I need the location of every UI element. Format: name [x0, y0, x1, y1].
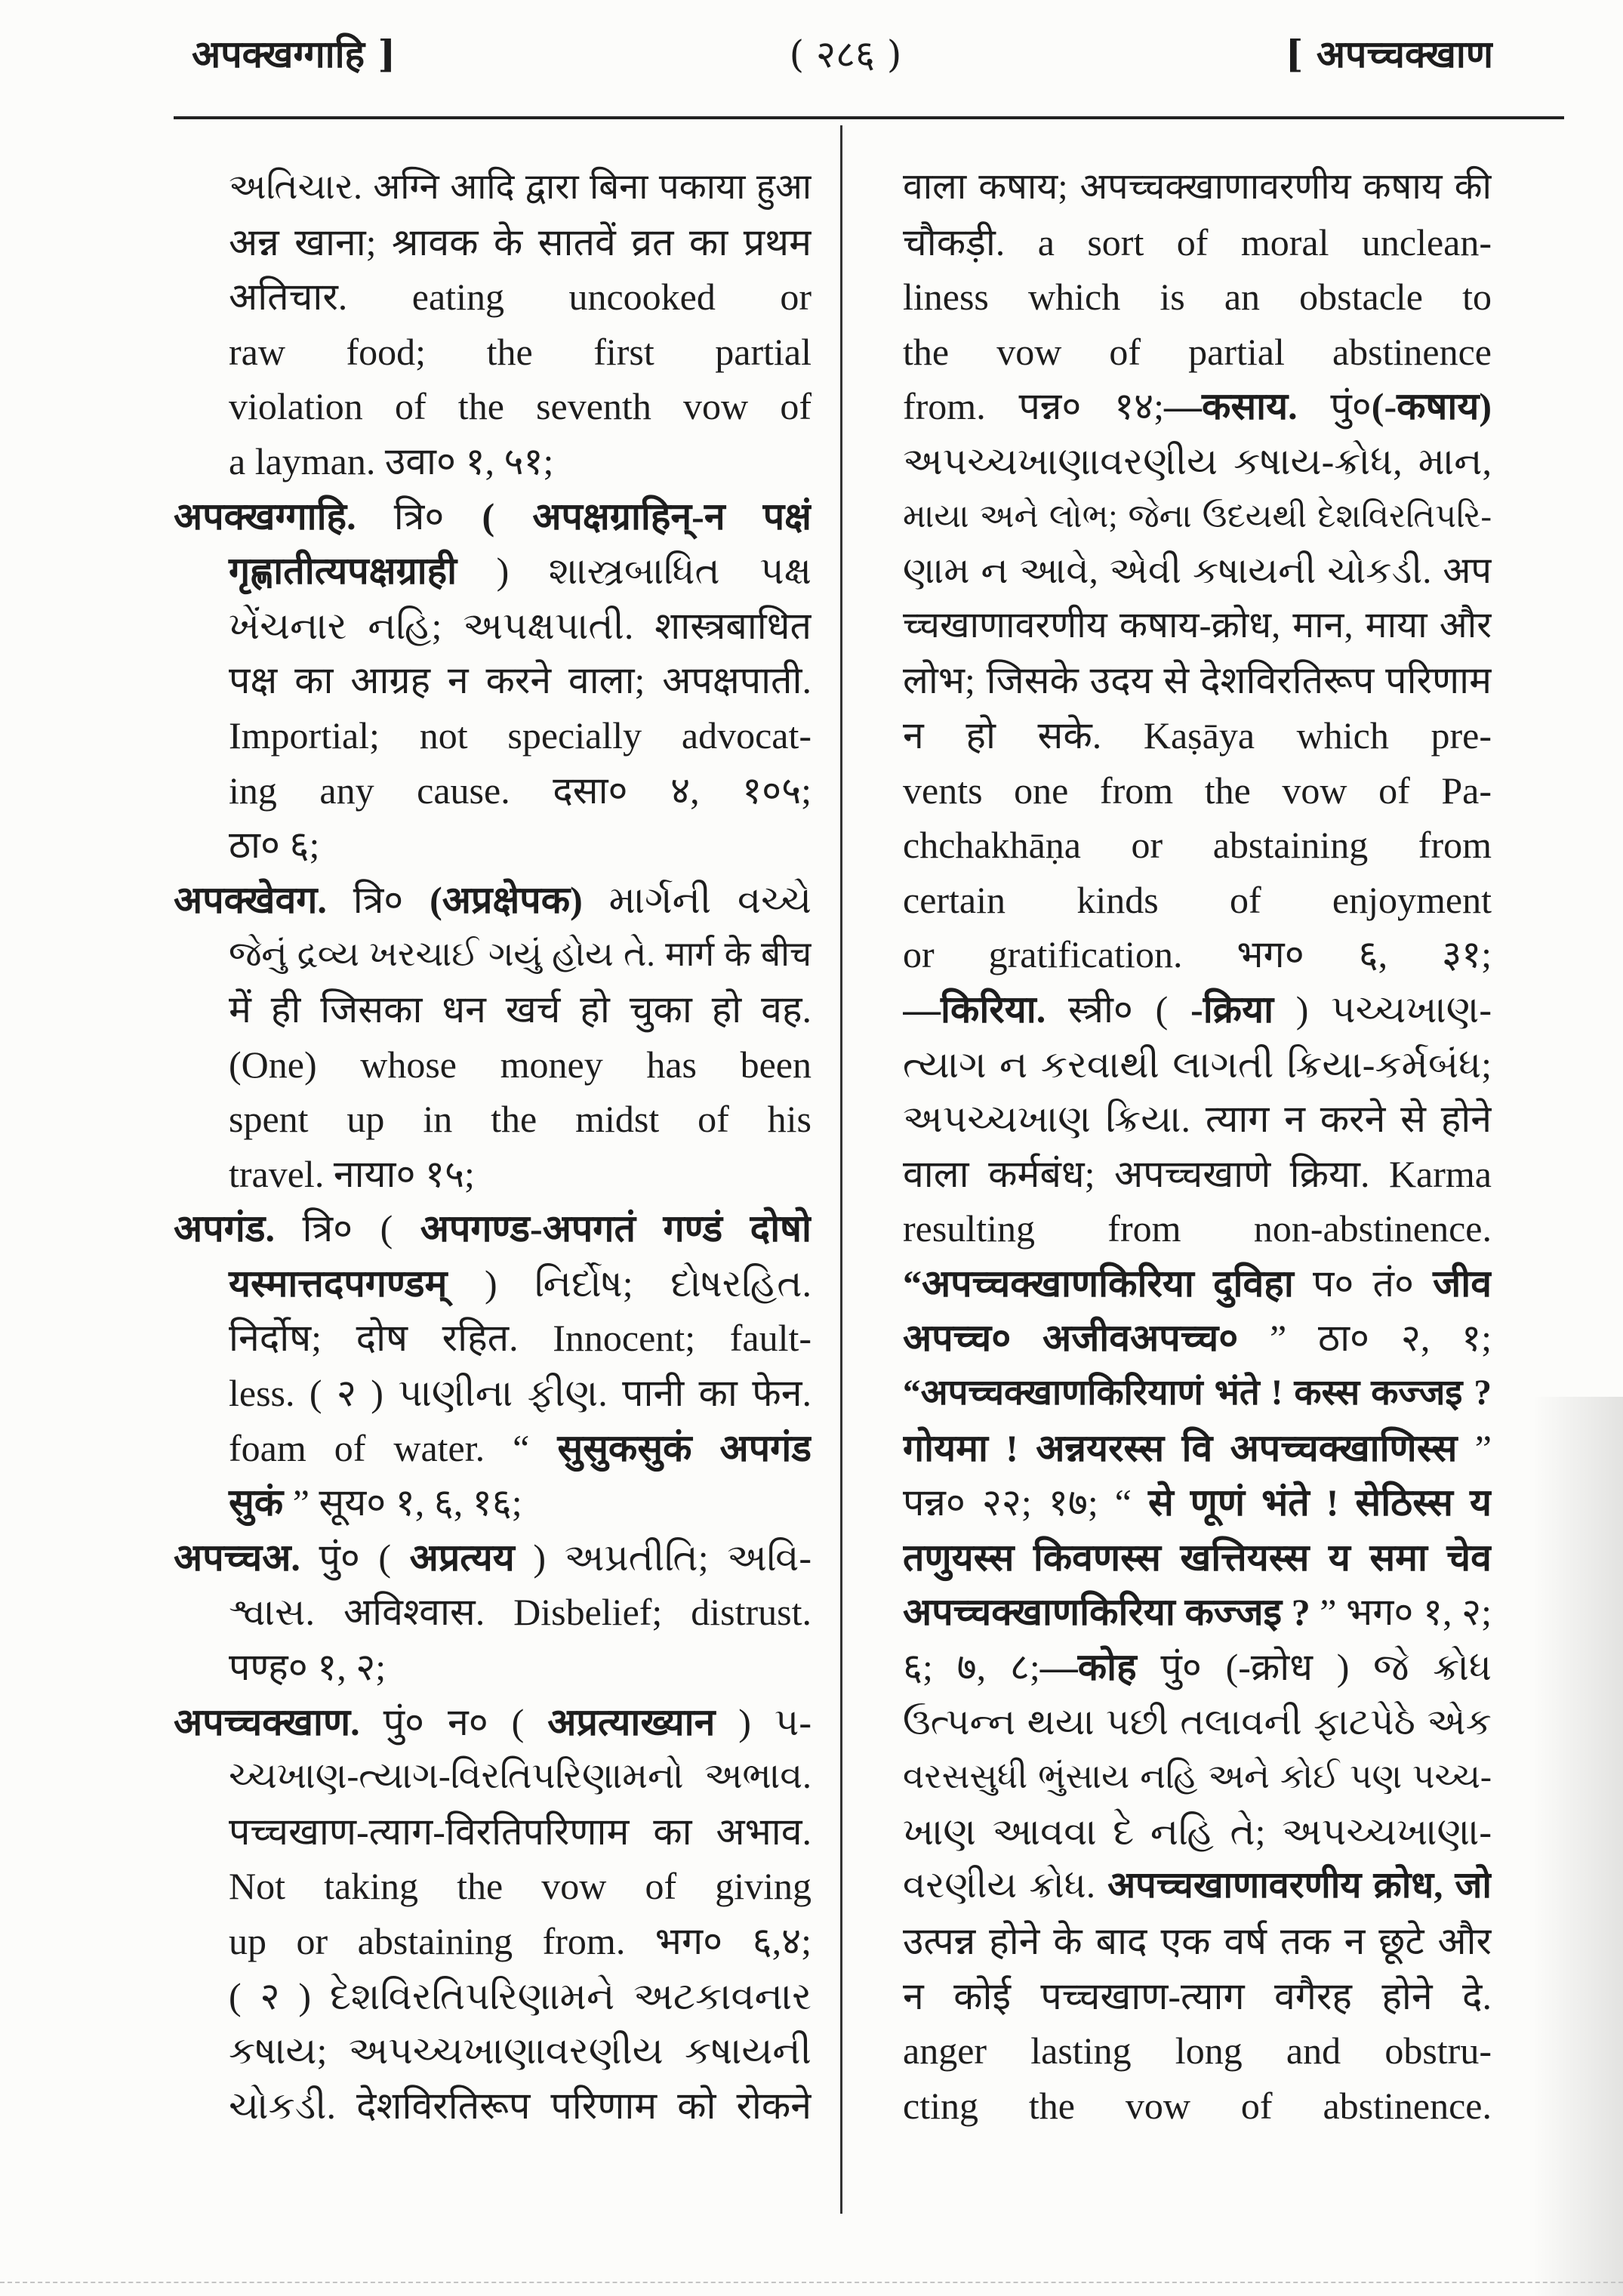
line-text [229, 544, 812, 599]
text-run: ખેંચનાર નહિ; અપક્ષપાતી. शास्त्रबाधित [229, 604, 812, 647]
line-text [903, 2079, 1492, 2134]
bold-term: (अप्रक्षेपक) [430, 878, 583, 921]
text-run: અપચ્ચખાણ ક્રિયા. त्याग न करने से होने [903, 1098, 1492, 1141]
line-text [229, 599, 812, 654]
right-column-line [903, 1311, 1492, 1366]
text-run: vents one from the vow of Pa- [903, 769, 1492, 812]
right-column-line [903, 1914, 1492, 1969]
text-run: (One) whose money has been [229, 1043, 812, 1086]
left-column-line [174, 1421, 812, 1476]
right-column-line [903, 489, 1492, 544]
line-text [903, 1804, 1492, 1860]
right-column-line [903, 1256, 1492, 1311]
text-run: न कोई पच्चखाण-त्याग वगैरह होने दे. [903, 1974, 1492, 2017]
left-column-line [174, 1695, 812, 1750]
line-text [903, 215, 1492, 270]
text-run: पण्ह० १, २; [229, 1646, 387, 1689]
left-column-line [174, 1256, 812, 1311]
text-run: त्रि० [356, 495, 482, 538]
text-run: पुं० [1297, 385, 1372, 428]
left-column-line [174, 1366, 812, 1421]
running-head-first-entry: अपक्खग्गाहि ] [192, 32, 396, 76]
text-run: spent up in the midst of his [229, 1098, 812, 1141]
bold-term: ( अपक्षग्राहिन्-न पक्षं [482, 495, 812, 538]
left-column-line [174, 1147, 812, 1202]
line-text [903, 982, 1492, 1037]
left-column-line [174, 927, 812, 982]
text-run: पच्चखाण-त्याग-विरतिपरिणाम का अभाव. [229, 1810, 812, 1853]
right-column-line [903, 873, 1492, 928]
line-text [229, 1092, 812, 1147]
text-run: વરણીય ક્રોધ. [903, 1866, 1108, 1906]
text-run: पुं० न० ( [359, 1700, 548, 1743]
left-column-line [174, 873, 812, 928]
bold-term: गोयमा ! अन्नयरस्स वि अपच्चक्खाणिस्स [903, 1426, 1458, 1469]
line-text [229, 2023, 812, 2079]
line-text [229, 325, 812, 380]
bold-term: अपच्चखाणावरणीय क्रोध, जो [1107, 1866, 1492, 1906]
line-text [229, 1366, 812, 1421]
header-rule [174, 116, 1564, 119]
text-run: liness which is an obstacle to [903, 276, 1492, 319]
left-column-line [174, 1859, 812, 1914]
bold-term: अप्रत्यय [409, 1536, 515, 1579]
running-head-last-entry: [ अपच्चक्खाण [1285, 32, 1493, 76]
bottom-scan-line [0, 2282, 1623, 2283]
left-column-line [174, 1201, 812, 1256]
line-text [903, 927, 1492, 982]
right-column-line [903, 379, 1492, 434]
bold-term: तणुयस्स किवणस्स खत्तियस्स य समा चेव [903, 1536, 1492, 1579]
right-column-line [903, 1421, 1492, 1476]
right-column-line [903, 1695, 1492, 1750]
text-run: ) નિર્દોષ; દોષરહિત. [447, 1262, 812, 1305]
text-run: જેનું દ્રવ્ય ખરચાઈ ગયું હોય તે. मार्ग के बीच [229, 935, 812, 974]
bold-term: अपक्खग्गाहि. [174, 495, 356, 538]
line-text [229, 1640, 386, 1695]
line-text [903, 1530, 1492, 1586]
right-column-line [903, 1640, 1492, 1695]
text-run: में ही जिसका धन खर्च हो चुका हो वह. [229, 988, 812, 1031]
text-run: पक्ष का आग्रह न करने वाला; अपक्षपाती. [229, 659, 812, 702]
text-run: चौकड़ी. a sort of moral unclean- [903, 220, 1492, 264]
right-column-line [903, 1147, 1492, 1202]
left-column-line [174, 1969, 812, 2024]
left-column-line [174, 599, 812, 654]
text-run: ing any cause. दसा० ४, १०५; [229, 769, 812, 812]
right-column-line [903, 1804, 1492, 1860]
text-run: ६; ७, ८; [903, 1646, 1040, 1689]
text-run: लोभ; जिसके उदय से देशविरतिरूप परिणाम [903, 659, 1492, 702]
left-column-line [174, 270, 812, 325]
text-run: foam of water. “ [229, 1426, 558, 1469]
line-text [174, 489, 812, 544]
bold-term: —किरिया. [903, 988, 1046, 1031]
line-text [903, 1366, 1492, 1421]
text-run: ( २ ) દેશવિરતિપરિણામને અટકાવનાર [229, 1974, 812, 2017]
line-text [903, 1859, 1492, 1914]
right-column-line [903, 1092, 1492, 1147]
right-column-line [903, 434, 1492, 489]
text-run: ) પ- [715, 1700, 812, 1743]
left-column-line [174, 1749, 812, 1804]
bold-term: अपगंड. [174, 1207, 275, 1250]
left-column-line [174, 379, 812, 434]
right-column-line [903, 270, 1492, 325]
text-run: ત્યાગ ન કરવાથી લાગતી ક્રિયા-કર્મબંધ; [903, 1043, 1492, 1086]
line-text [903, 1311, 1492, 1366]
text-run: from. पन्न० १४; [903, 385, 1164, 428]
left-column [174, 160, 812, 2133]
left-column-line [174, 708, 812, 763]
left-column-line [174, 1804, 812, 1860]
text-run: उत्पन्न होने के बाद एक वर्ष तक न छूटे और [903, 1920, 1492, 1962]
line-text [229, 982, 812, 1037]
line-text [903, 1640, 1492, 1695]
bold-term: (-कषाय) [1371, 385, 1492, 428]
right-column-line [903, 1475, 1492, 1530]
line-text [229, 653, 812, 708]
line-text [903, 763, 1492, 818]
text-run: ” [1457, 1426, 1492, 1469]
line-text [903, 325, 1492, 380]
right-column-line [903, 2079, 1492, 2134]
text-run: માર્ગની વચ્ચે [582, 878, 812, 921]
text-run: स्त्री० ( [1046, 988, 1191, 1031]
bold-term: अपच्च० अजीवअपच्च० [903, 1317, 1239, 1360]
right-column-line [903, 544, 1492, 599]
scan-edge-shadow [1532, 1397, 1623, 2296]
text-run: ) શાસ્ત્રબાધિત પક્ષ [457, 550, 812, 593]
text-run: ણામ ન આવે, એવી કષાયની ચોકડી. अप [903, 550, 1492, 592]
text-run: અપચ્ચખાણાવરણીય કષાય-ક્રોધ, માન, [903, 439, 1492, 482]
bold-term: अप्रत्याख्यान [547, 1700, 716, 1743]
line-text [229, 1475, 522, 1530]
line-text [229, 708, 812, 763]
line-text [903, 873, 1492, 928]
right-column-line [903, 2023, 1492, 2079]
bold-term: अपगण्ड-अपगतं गण्डं दोषो [420, 1207, 812, 1250]
left-column-line [174, 215, 812, 270]
line-text [229, 1749, 812, 1804]
text-run: up or abstaining from. भग० ६,४; [229, 1920, 812, 1962]
text-run: च्चखाणावरणीय कषाय-क्रोध, मान, माया और [903, 605, 1492, 646]
bold-term: —कसाय. [1163, 385, 1298, 428]
text-run: શ્વાસ. अविश्वास. Disbelief; distrust. [229, 1591, 812, 1634]
line-text [229, 818, 319, 873]
text-run: अतिचार. eating uncooked or [229, 276, 812, 319]
line-text [229, 2079, 812, 2134]
line-text [903, 1037, 1492, 1093]
text-run: anger lasting long and obstru- [903, 2029, 1492, 2073]
line-text [903, 1914, 1492, 1969]
line-text [229, 434, 553, 489]
text-run: violation of the seventh vow of [229, 385, 812, 428]
left-column-line [174, 1037, 812, 1093]
left-column-line [174, 1585, 812, 1640]
line-text [229, 1421, 812, 1476]
line-text [903, 1749, 1492, 1804]
right-column-line [903, 1366, 1492, 1421]
text-run: ” सूय० १, ६, १६; [283, 1481, 522, 1524]
right-column-line [903, 215, 1492, 270]
text-run: ठा० ६; [229, 824, 320, 867]
text-run: ચોકડી. देशविरतिरूप परिणाम को रोकने [229, 2084, 812, 2127]
right-column-line [903, 1969, 1492, 2024]
line-text [903, 1585, 1492, 1640]
line-text [903, 599, 1492, 654]
right-column-line [903, 1530, 1492, 1586]
text-run: ચ્ચખાણ-ત્યાગ-વિરતિપરિણામનો અભાવ. [229, 1756, 812, 1797]
line-text [903, 1201, 1492, 1256]
line-text [903, 379, 1492, 434]
bold-term: “अपच्चक्खाणकिरियाणं भंते ! कस्स कज्जइ ? [903, 1373, 1492, 1413]
left-column-line [174, 1311, 812, 1366]
left-column-line [174, 2023, 812, 2079]
line-text [229, 1311, 812, 1366]
right-column-line [903, 599, 1492, 654]
line-text [174, 1201, 812, 1256]
right-column-line [903, 325, 1492, 380]
bold-term: जीव [1433, 1262, 1492, 1305]
right-column-line [903, 1859, 1492, 1914]
line-text [229, 927, 812, 982]
left-column-line [174, 1640, 812, 1695]
line-text [174, 1695, 812, 1750]
line-text [903, 1421, 1492, 1476]
right-column-line [903, 1585, 1492, 1640]
text-run: or gratification. भग० ६, ३१; [903, 933, 1492, 976]
text-run: કષાય; અપચ્ચખાણાવરણીય કષાયની [229, 2029, 812, 2073]
text-run: ) અપ્રતીતિ; અવિ- [514, 1536, 812, 1579]
text-run: less. ( २ ) પાણીના ફીણ. पानी का फेन. [229, 1372, 812, 1415]
line-text [174, 873, 812, 928]
text-run: certain kinds of enjoyment [903, 878, 1492, 921]
text-run: ” भग० १, २; [1310, 1591, 1492, 1634]
text-run: ઉત્પન્ન થયા પછી તલાવની ફાટપેઠે એક [903, 1701, 1492, 1743]
bold-term: अपक्खेवग. [174, 878, 327, 921]
left-column-line [174, 1092, 812, 1147]
bold-term: -क्रिया [1190, 988, 1274, 1031]
line-text [229, 763, 812, 818]
line-text [229, 1147, 475, 1202]
text-run: निर्दोष; दोष रहित. Innocent; fault- [229, 1317, 812, 1360]
left-column-line [174, 160, 812, 215]
text-run: पुं० (-क्रोध ) જે ક્રોધ [1136, 1646, 1492, 1689]
right-column-line [903, 708, 1492, 763]
text-run: the vow of partial abstinence [903, 330, 1492, 373]
left-column-line [174, 1530, 812, 1586]
bold-term: सुकं [229, 1481, 284, 1524]
line-text [903, 489, 1492, 544]
line-text [903, 270, 1492, 325]
line-text [229, 1037, 812, 1093]
left-column-line [174, 982, 812, 1037]
text-run: ખાણ આવવા દે નહિ તે; અપચ્ચખાણા- [903, 1810, 1492, 1853]
bold-term: “अपच्चक्खाणकिरिया दुविहा [903, 1262, 1294, 1305]
line-text [903, 1256, 1492, 1311]
page-number: ( २८६ ) [789, 32, 902, 76]
line-text [903, 1092, 1492, 1147]
line-text [229, 379, 812, 434]
left-column-line [174, 818, 812, 873]
left-column-line [174, 763, 812, 818]
text-run: त्रि० ( [275, 1207, 420, 1250]
line-text [229, 160, 812, 215]
text-run: त्रि० [326, 878, 430, 921]
left-column-line [174, 1475, 812, 1530]
left-column-line [174, 1914, 812, 1969]
right-column-line [903, 763, 1492, 818]
line-text [903, 160, 1492, 215]
right-column [903, 160, 1492, 2133]
left-column-line [174, 489, 812, 544]
text-run: raw food; the first partial [229, 330, 812, 373]
line-text [903, 2023, 1492, 2079]
bold-term: अपच्चक्खाणकिरिया कज्जइ ? [903, 1591, 1310, 1634]
left-column-line [174, 2079, 812, 2134]
text-run: માયા અને લોભ; જેના ઉદયથી દેશવિરતિપરિ- [903, 498, 1492, 535]
bold-term: अपच्चक्खाण. [174, 1700, 360, 1743]
line-text [903, 1695, 1492, 1750]
line-text [174, 1530, 812, 1586]
line-text [229, 270, 812, 325]
text-run: travel. नाया० १५; [229, 1152, 475, 1195]
text-run: वाला कषाय; अपच्चक्खाणावरणीय कषाय की [903, 167, 1492, 207]
line-text [229, 215, 812, 270]
text-run: अन्न खाना; श्रावक के सातवें व्रत का प्रथम [229, 220, 812, 264]
line-text [229, 1585, 812, 1640]
line-text [903, 544, 1492, 599]
left-column-line [174, 434, 812, 489]
text-run: ) પચ્ચખાણ- [1273, 988, 1492, 1031]
bold-term: यस्मात्तदपगण्डम् [229, 1262, 448, 1305]
line-text [903, 1147, 1492, 1202]
line-text [903, 818, 1492, 873]
line-text [229, 1914, 812, 1969]
text-run: resulting from non-abstinence. [903, 1207, 1492, 1250]
text-run: વરસસુધી ભુંસાય નહિ અને કોઈ પણ પચ્ચ- [903, 1758, 1492, 1796]
right-column-line [903, 1037, 1492, 1093]
line-text [903, 1475, 1492, 1530]
text-run: અતિચાર. अग्नि आदि द्वारा बिना पकाया हुआ [229, 168, 812, 207]
line-text [229, 1859, 812, 1914]
line-text [229, 1969, 812, 2024]
line-text [903, 1969, 1492, 2024]
right-column-line [903, 818, 1492, 873]
right-column-line [903, 653, 1492, 708]
text-run: Not taking the vow of giving [229, 1865, 812, 1908]
left-column-line [174, 325, 812, 380]
text-run: पन्न० २२; १७; “ [903, 1481, 1148, 1524]
line-text [903, 434, 1492, 489]
left-column-line [174, 653, 812, 708]
line-text [903, 708, 1492, 763]
text-run: chchakhāṇa or abstaining from [903, 824, 1492, 867]
bold-term: अपच्चअ. [174, 1536, 300, 1579]
text-run: पुं० ( [300, 1536, 410, 1579]
text-run: Importial; not specially advocat- [229, 713, 812, 757]
text-run: वाला कर्मबंध; अपच्चखाणे क्रिया. Karma [903, 1152, 1492, 1195]
line-text [903, 653, 1492, 708]
left-column-line [174, 544, 812, 599]
bold-term: से णूणं भंते ! सेठिस्स य [1147, 1481, 1492, 1524]
right-column-line [903, 927, 1492, 982]
text-run: cting the vow of abstinence. [903, 2084, 1492, 2127]
bold-term: गृह्णातीत्यपक्षग्राही [229, 550, 457, 593]
right-column-line [903, 1749, 1492, 1804]
text-run: ” ठा० २, १; [1238, 1317, 1492, 1360]
line-text [229, 1804, 812, 1860]
text-run: प० तं० [1293, 1262, 1434, 1305]
column-divider [840, 125, 842, 2214]
right-column-line [903, 160, 1492, 215]
text-run: a layman. उवा० १, ५१; [229, 439, 554, 482]
bold-term: सुसुकसुकं अपगंड [557, 1426, 812, 1469]
bold-term: —कोह [1039, 1646, 1137, 1689]
right-column-line [903, 1201, 1492, 1256]
line-text [229, 1256, 812, 1311]
text-run: न हो सके. Kaṣāya which pre- [903, 713, 1492, 757]
right-column-line [903, 982, 1492, 1037]
